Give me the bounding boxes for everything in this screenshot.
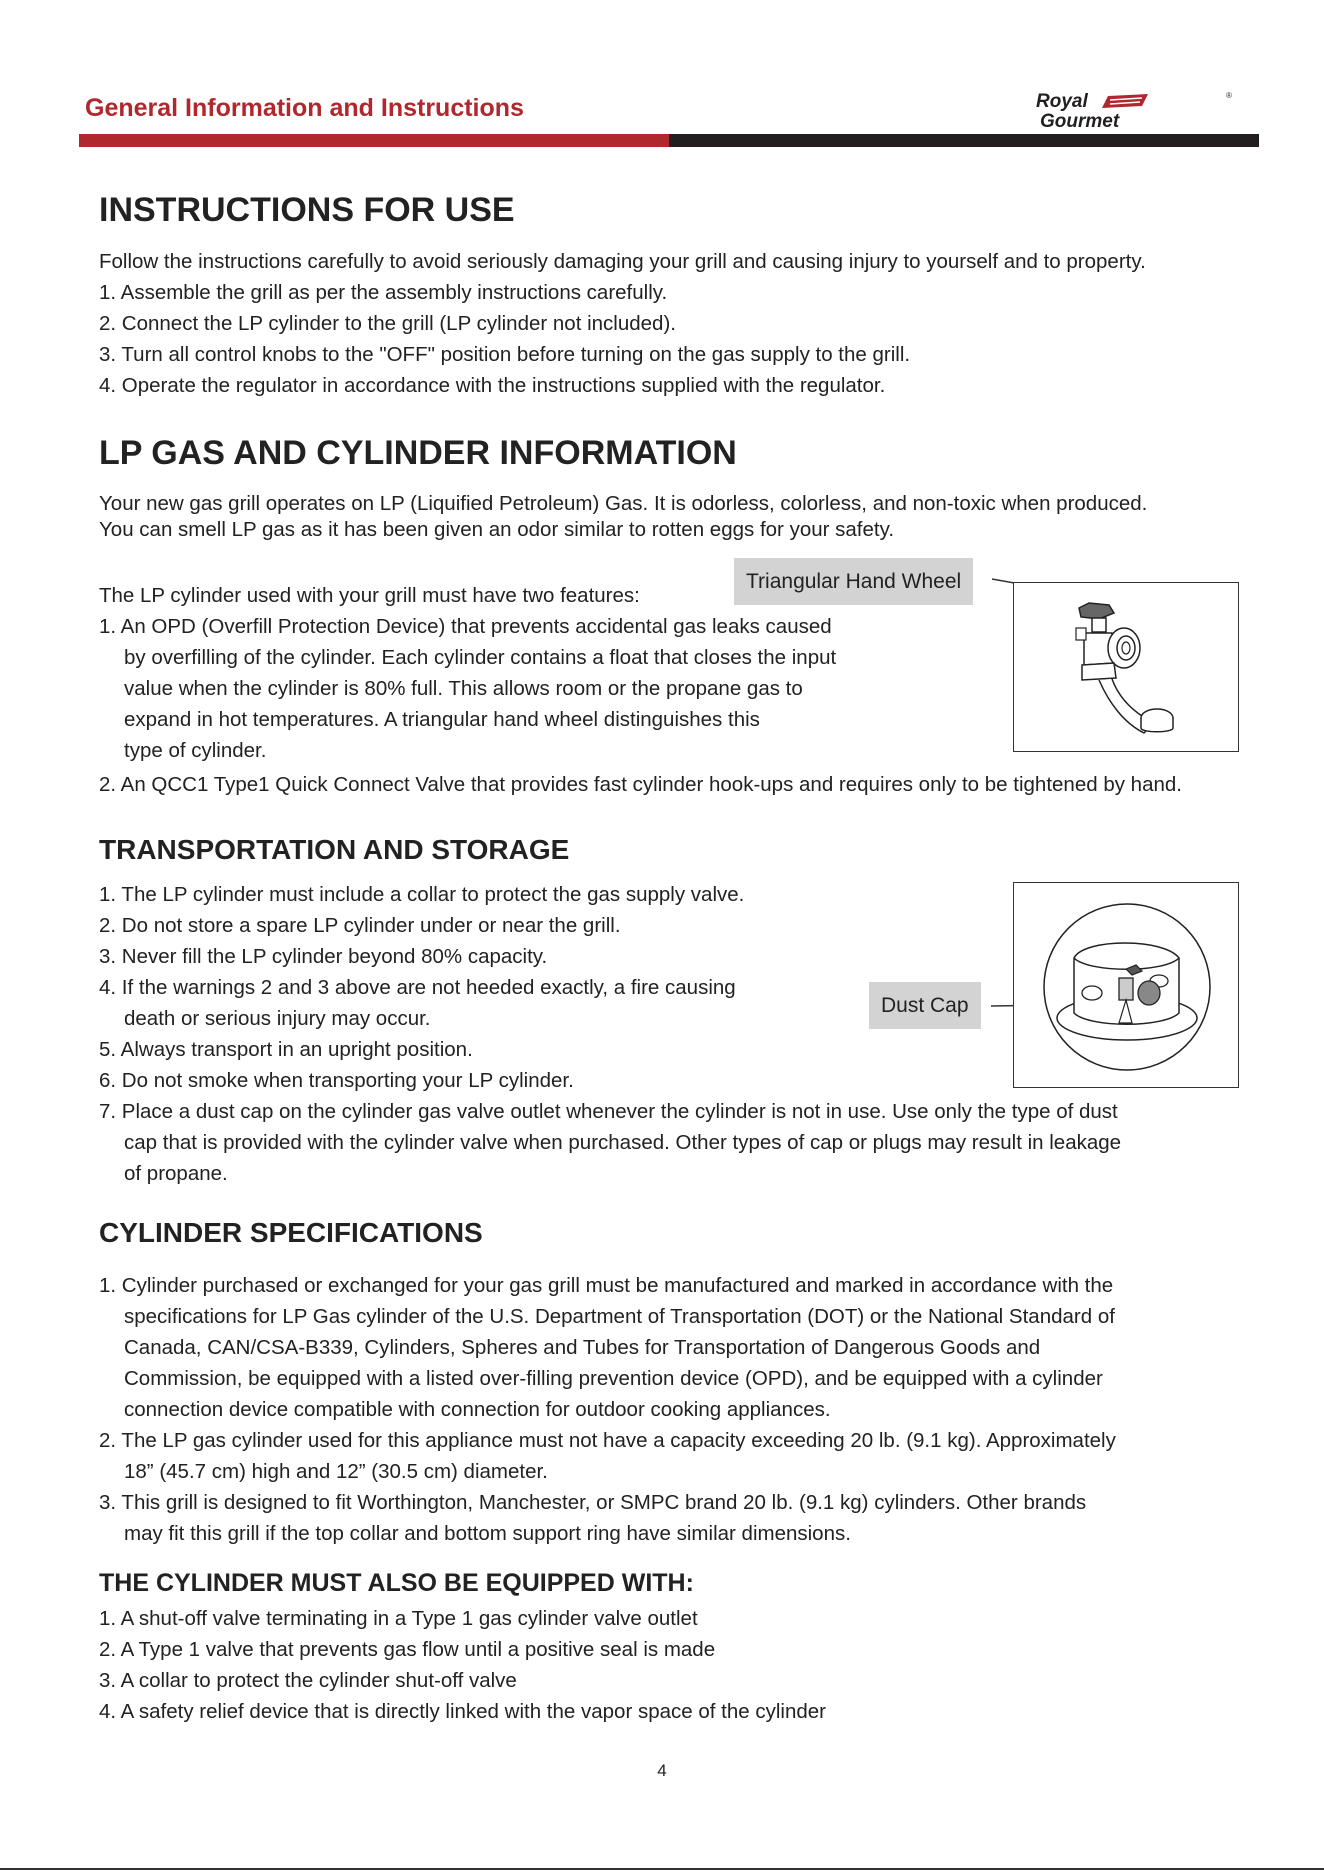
specs-line: 1. Cylinder purchased or exchanged for your gas grill must be manufactured and marked in accordance with the <box>99 1274 1114 1297</box>
transport-line: of propane. <box>124 1162 228 1185</box>
heading-instructions: INSTRUCTIONS FOR USE <box>99 191 515 229</box>
specs-line: may fit this grill if the top collar and bottom support ring have similar dimensions. <box>124 1522 851 1545</box>
instructions-line: 3. Turn all control knobs to the "OFF" position before turning on the gas supply to the grill. <box>99 343 911 366</box>
transport-line: 3. Never fill the LP cylinder beyond 80% capacity. <box>99 945 548 968</box>
specs-line: specifications for LP Gas cylinder of the U.S. Department of Transportation (DOT) or the National Standard of <box>124 1305 1115 1328</box>
heading-lp-gas: LP GAS AND CYLINDER INFORMATION <box>99 434 737 472</box>
specs-line: Commission, be equipped with a listed over-filling prevention device (OPD), and be equipped with a cylinder <box>124 1367 1103 1390</box>
lp-intro-line: You can smell LP gas as it has been given an odor similar to rotten eggs for your safety. <box>99 518 895 541</box>
page-number: 4 <box>657 1761 667 1780</box>
lp-feature1-line: by overfilling of the cylinder. Each cylinder contains a float that closes the input <box>124 646 837 669</box>
equipped-line: 4. A safety relief device that is directly linked with the vapor space of the cylinder <box>99 1700 826 1723</box>
specs-line: 3. This grill is designed to fit Worthington, Manchester, or SMPC brand 20 lb. (9.1 kg) cylinders. Other brands <box>99 1491 1087 1514</box>
lp-feature1-line: value when the cylinder is 80% full. This allows room or the propane gas to <box>124 677 803 700</box>
valve-illustration <box>1014 583 1238 751</box>
transport-line: 2. Do not store a spare LP cylinder under or near the grill. <box>99 914 621 937</box>
instructions-line: 2. Connect the LP cylinder to the grill (LP cylinder not included). <box>99 312 676 335</box>
equipped-line: 3. A collar to protect the cylinder shut-off valve <box>99 1669 517 1692</box>
transport-line: 5. Always transport in an upright position. <box>99 1038 473 1061</box>
heading-equipped: THE CYLINDER MUST ALSO BE EQUIPPED WITH: <box>99 1569 694 1597</box>
lp-feature1-line: expand in hot temperatures. A triangular hand wheel distinguishes this <box>124 708 760 731</box>
specs-line: 18” (45.7 cm) high and 12” (30.5 cm) diameter. <box>124 1460 548 1483</box>
specs-line: Canada, CAN/CSA-B339, Cylinders, Spheres and Tubes for Transportation of Dangerous Goods and <box>124 1336 1041 1359</box>
header-title: General Information and Instructions <box>85 94 524 122</box>
specs-line: connection device compatible with connection for outdoor cooking appliances. <box>124 1398 831 1421</box>
equipped-line: 1. A shut-off valve terminating in a Type 1 gas cylinder valve outlet <box>99 1607 698 1630</box>
equipped-line: 2. A Type 1 valve that prevents gas flow until a positive seal is made <box>99 1638 716 1661</box>
transport-line: 1. The LP cylinder must include a collar to protect the gas supply valve. <box>99 883 745 906</box>
specs-line: 2. The LP gas cylinder used for this appliance must not have a capacity exceeding 20 lb. (9.1 kg). Approximately <box>99 1429 1116 1452</box>
valve-illustration-frame <box>1013 582 1239 752</box>
logo-registered-mark: ® <box>1226 91 1232 100</box>
royal-gourmet-logo <box>1030 90 1240 130</box>
dust-cap-illustration <box>1014 883 1238 1087</box>
heading-specs: CYLINDER SPECIFICATIONS <box>99 1217 483 1248</box>
header-bar <box>79 134 1259 147</box>
dust-cap-illustration-frame <box>1013 882 1239 1088</box>
transport-line: death or serious injury may occur. <box>124 1007 431 1030</box>
transport-line: 6. Do not smoke when transporting your LP cylinder. <box>99 1069 574 1092</box>
lp-intro-line: Your new gas grill operates on LP (Liquified Petroleum) Gas. It is odorless, colorless, and non-toxic when produced. <box>99 492 1148 515</box>
bottom-rule <box>0 1868 1324 1870</box>
transport-line: 7. Place a dust cap on the cylinder gas valve outlet whenever the cylinder is not in use. Use only the type of dust <box>99 1100 1118 1123</box>
lp-feature1-line: type of cylinder. <box>124 739 267 762</box>
dust-cap-label: Dust Cap <box>869 982 981 1029</box>
triangular-hand-wheel-label: Triangular Hand Wheel <box>734 558 973 605</box>
transport-line: 4. If the warnings 2 and 3 above are not heeded exactly, a fire causing <box>99 976 736 999</box>
lp-feature1-line: 1. An OPD (Overfill Protection Device) that prevents accidental gas leaks caused <box>99 615 832 638</box>
lp-features-intro: The LP cylinder used with your grill must have two features: <box>99 584 640 607</box>
transport-line: cap that is provided with the cylinder valve when purchased. Other types of cap or plugs may result in leakage <box>124 1131 1122 1154</box>
logo-line1: Royal <box>1036 91 1088 112</box>
lp-feature2-line: 2. An QCC1 Type1 Quick Connect Valve that provides fast cylinder hook-ups and requires only to be tightened by hand. <box>99 773 1182 796</box>
heading-transport: TRANSPORTATION AND STORAGE <box>99 834 570 865</box>
logo-line2: Gourmet <box>1040 111 1120 130</box>
instructions-line: 1. Assemble the grill as per the assembly instructions carefully. <box>99 281 668 304</box>
instructions-line: 4. Operate the regulator in accordance with the instructions supplied with the regulator. <box>99 374 886 397</box>
instructions-line: Follow the instructions carefully to avoid seriously damaging your grill and causing injury to yourself and to property. <box>99 250 1146 273</box>
